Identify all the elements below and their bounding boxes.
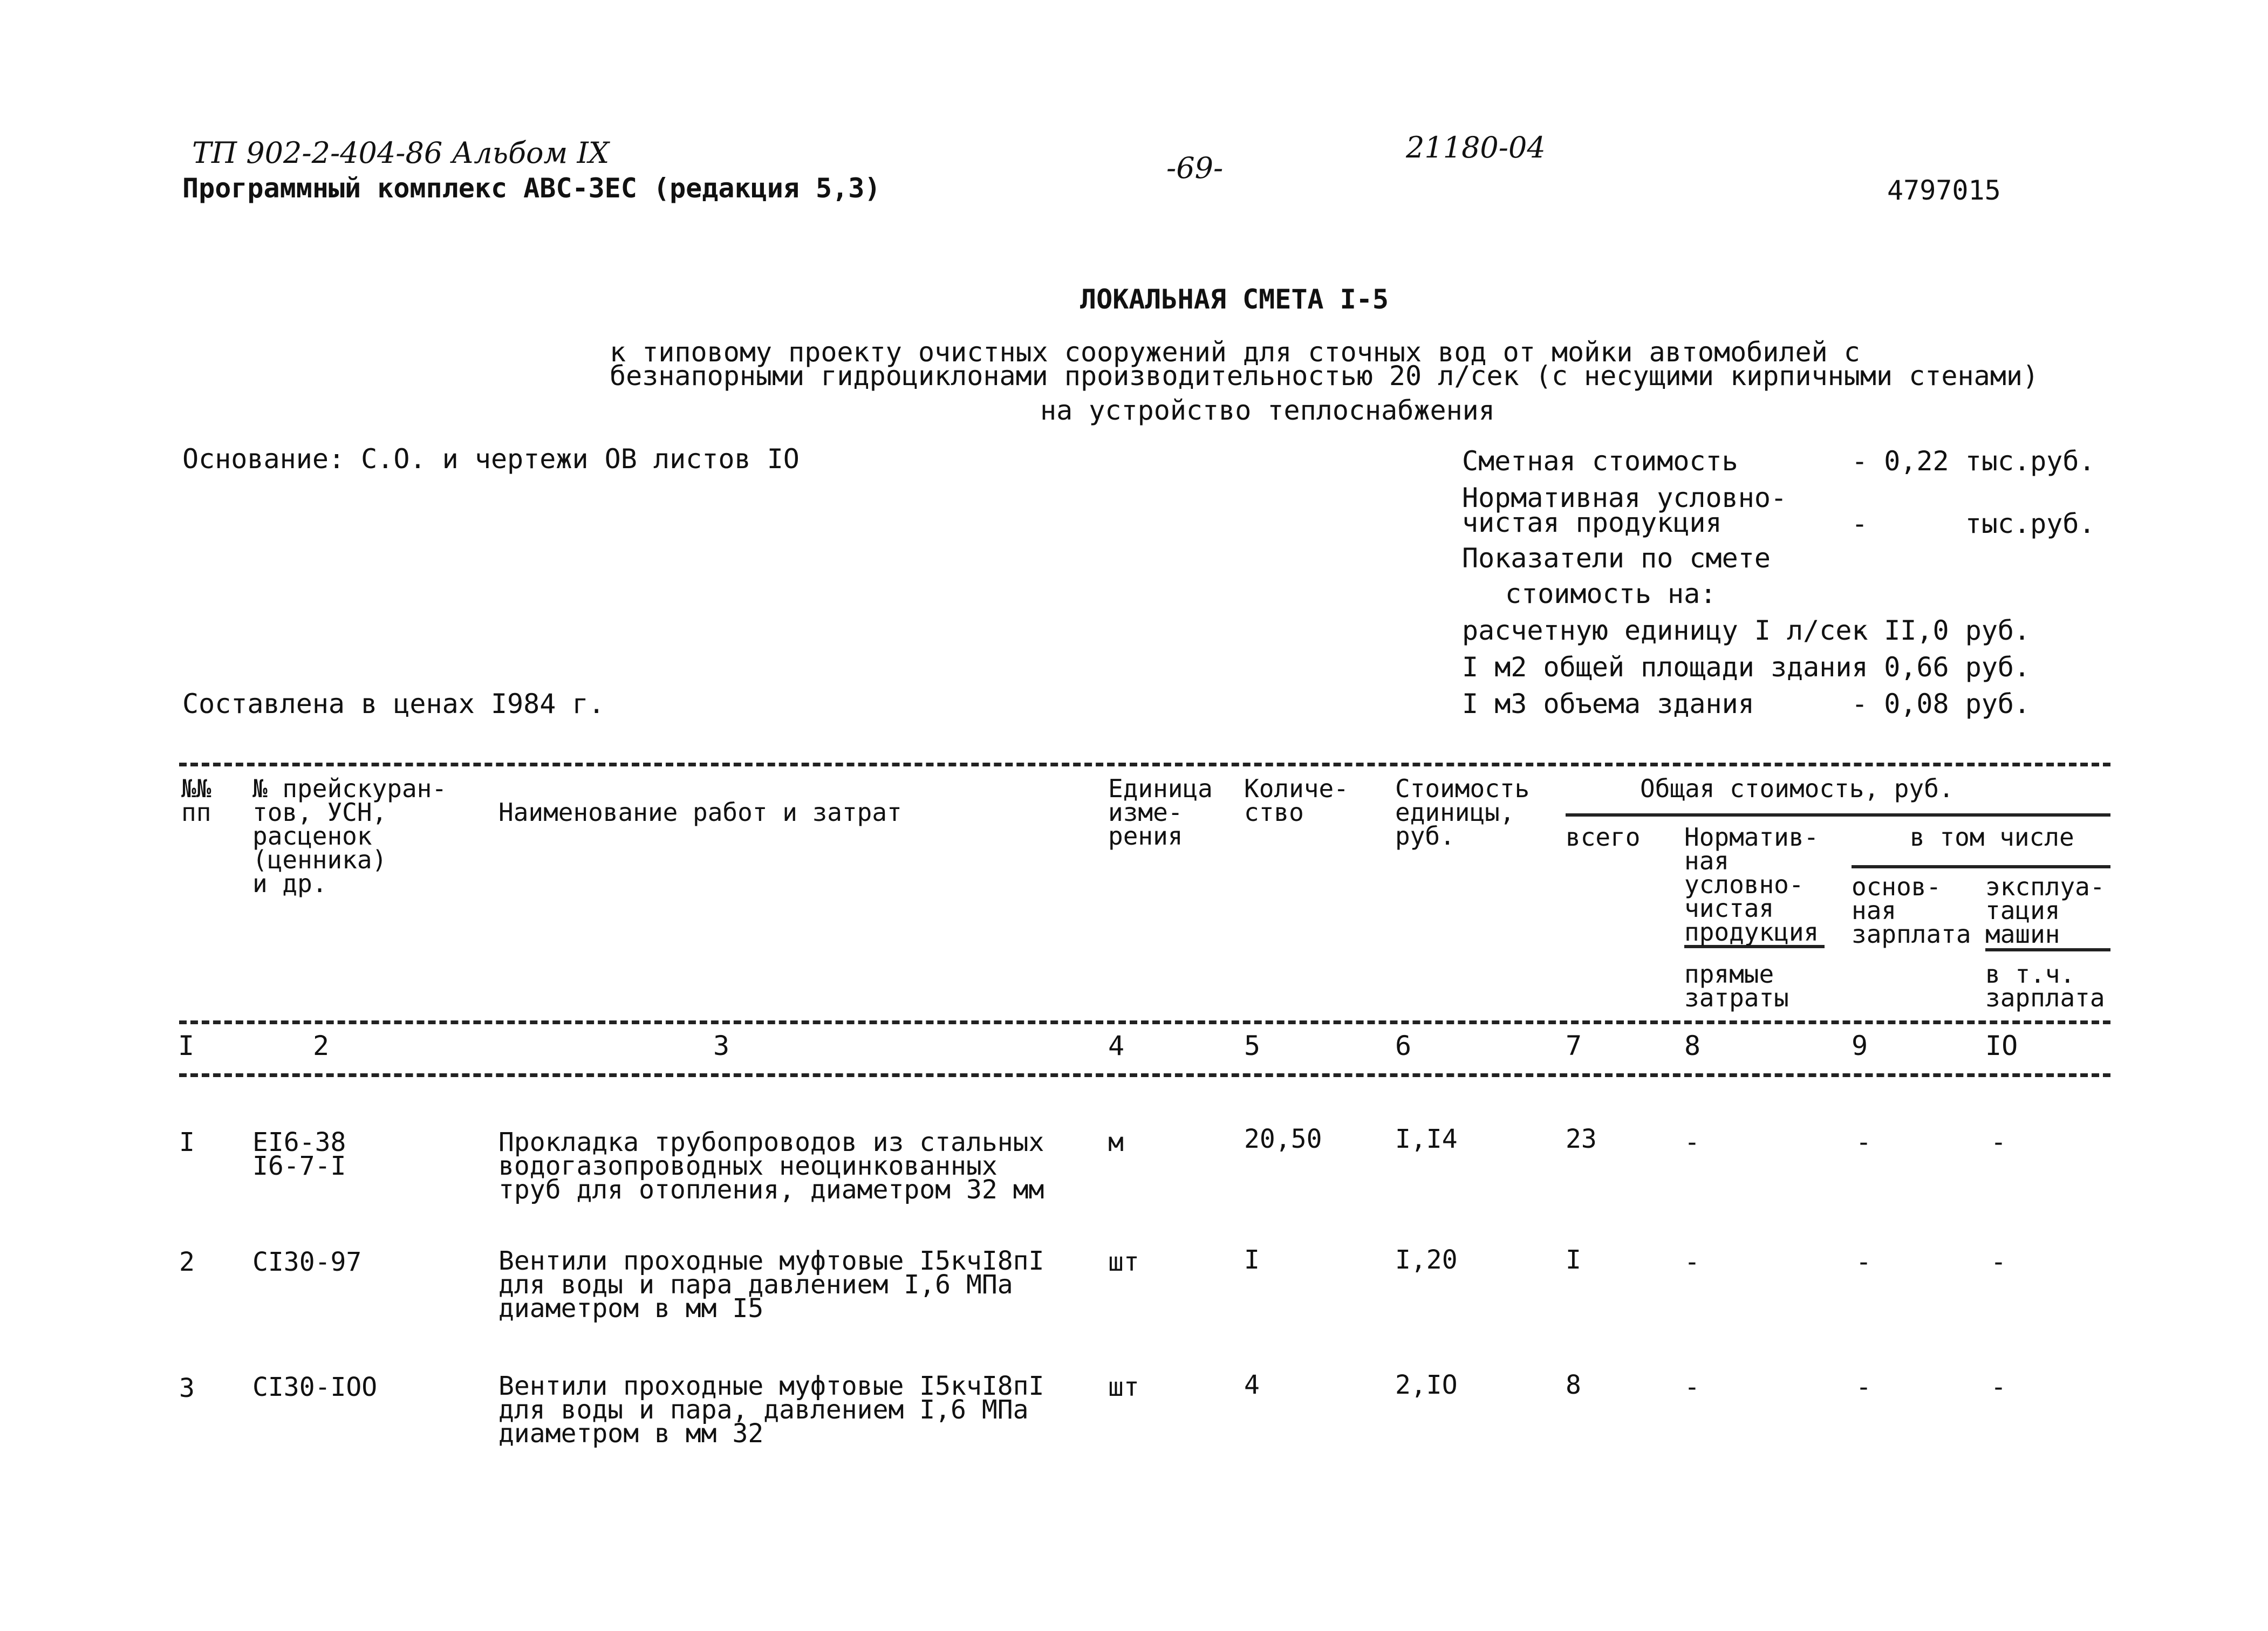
row-3-number: 3 bbox=[179, 1373, 195, 1403]
handwritten-code: 21180-04 bbox=[1406, 131, 1546, 165]
header-unit: Единица изме- рения bbox=[1108, 774, 1213, 851]
header-total-cost: Общая стоимость, руб. bbox=[1640, 774, 1954, 803]
column-number: 6 bbox=[1395, 1030, 1412, 1061]
estimate-title: ЛОКАЛЬНАЯ СМЕТА I-5 bbox=[1080, 284, 1389, 315]
row-3-machine: - bbox=[1991, 1372, 2006, 1402]
row-2-name: Вентили проходные муфтовые I5кчI8пI для воды и пара давлением I,6 МПа диаметром в мм I5 bbox=[498, 1246, 1044, 1324]
column-number: 8 bbox=[1684, 1030, 1701, 1061]
title-line-2: безнапорными гидроциклонами производительностью 20 л/сек (с несущими кирпичными стенами) bbox=[610, 360, 2039, 392]
row-1-total: 23 bbox=[1566, 1124, 1597, 1154]
header-normative-product: Норматив- ная условно- чистая продукция bbox=[1684, 823, 1819, 947]
cost-label: Сметная стоимость bbox=[1462, 446, 1738, 477]
column-number: 5 bbox=[1244, 1030, 1261, 1061]
column-number: 2 bbox=[313, 1030, 330, 1061]
column-number: 4 bbox=[1108, 1030, 1125, 1061]
row-1-unit-cost: I,I4 bbox=[1395, 1124, 1458, 1154]
column-number: 9 bbox=[1852, 1030, 1868, 1061]
including-rule bbox=[1852, 865, 2110, 868]
indicator-2-label: I м2 общей площади здания bbox=[1462, 652, 1868, 683]
row-1-wage: - bbox=[1856, 1127, 1871, 1157]
row-3-unit-cost: 2,IO bbox=[1395, 1370, 1458, 1400]
header-direct-costs: прямые затраты bbox=[1684, 960, 1789, 1012]
cost-value: - 0,22 тыс.руб. bbox=[1852, 446, 2095, 477]
row-1-number: I bbox=[179, 1127, 195, 1157]
column-number: 7 bbox=[1566, 1030, 1582, 1061]
norm-value: - тыс.руб. bbox=[1852, 508, 2095, 539]
header-quantity: Количе- ство bbox=[1244, 774, 1349, 827]
indicator-3-label: I м3 объема здания bbox=[1462, 688, 1754, 719]
row-1-normative: - bbox=[1684, 1127, 1700, 1157]
row-2-number: 2 bbox=[179, 1247, 195, 1277]
row-1-code: EI6-38 I6-7-I bbox=[252, 1127, 346, 1181]
total-cost-rule bbox=[1566, 813, 2110, 817]
row-3-normative: - bbox=[1684, 1372, 1700, 1402]
column-number: 3 bbox=[713, 1030, 730, 1061]
row-2-normative: - bbox=[1684, 1247, 1700, 1277]
row-2-unit: шт bbox=[1108, 1247, 1139, 1277]
title-line-1: к типовому проекту очистных сооружений для сточных вод от мойки автомобилей с bbox=[610, 337, 1860, 368]
row-2-code: CI30-97 bbox=[252, 1247, 362, 1277]
basis-text: Основание: С.О. и чертежи ОВ листов IO bbox=[182, 443, 800, 475]
header-base-wage: основ- ная зарплата bbox=[1852, 872, 1971, 949]
header-price-code: № прейскуран- тов, УСН, расценок (ценника) и др. bbox=[252, 774, 447, 898]
indicator-1-label: расчетную единицу I л/сек bbox=[1462, 615, 1868, 646]
header-machine-wage: в т.ч. зарплата bbox=[1985, 960, 2105, 1012]
program-line: Программный комплекс АВС-ЗЕС (редакция 5,3) bbox=[182, 173, 881, 204]
header-bottom-rule bbox=[179, 1020, 2110, 1024]
indicator-3-value: - 0,08 руб. bbox=[1852, 688, 2031, 719]
header-machine-use: эксплуа- тация машин bbox=[1985, 872, 2105, 949]
indicators-label-1: Показатели по смете bbox=[1462, 543, 1771, 574]
prices-text: Составлена в ценах I984 г. bbox=[182, 688, 605, 719]
row-3-name: Вентили проходные муфтовые I5кчI8пI для воды и пара, давлением I,6 МПа диаметром в мм 32 bbox=[498, 1371, 1044, 1449]
handwritten-page-number: -69- bbox=[1166, 151, 1224, 185]
norm-label-1: Нормативная условно- bbox=[1462, 482, 1787, 513]
indicators-label-2: стоимость на: bbox=[1505, 578, 1717, 609]
column-numbers-rule bbox=[179, 1073, 2110, 1077]
document-number: 4797015 bbox=[1887, 175, 2001, 206]
row-3-unit: шт bbox=[1108, 1372, 1139, 1402]
row-1-quantity: 20,50 bbox=[1244, 1124, 1322, 1154]
header-including: в том числе bbox=[1910, 823, 2074, 852]
table-top-rule bbox=[179, 763, 2110, 766]
row-3-total: 8 bbox=[1566, 1370, 1581, 1400]
row-1-unit: м bbox=[1108, 1127, 1124, 1157]
row-3-code: CI30-IOO bbox=[252, 1372, 378, 1402]
column-number: IO bbox=[1985, 1030, 2018, 1061]
norm-label-2: чистая продукция bbox=[1462, 507, 1722, 538]
header-work-name: Наименование работ и затрат bbox=[498, 798, 902, 827]
row-1-name: Прокладка трубопроводов из стальных водогазопроводных неоцинкованных труб для отопления, диаметром 32 мм bbox=[498, 1127, 1044, 1205]
header-unit-cost: Стоимость единицы, руб. bbox=[1395, 774, 1530, 851]
indicator-2-value: - 0,66 руб. bbox=[1852, 652, 2031, 683]
row-2-quantity: I bbox=[1244, 1245, 1260, 1275]
handwritten-doc-ref: ТП 902-2-404-86 Альбом IX bbox=[192, 136, 610, 170]
column-number: I bbox=[178, 1030, 195, 1061]
row-1-machine: - bbox=[1991, 1127, 2006, 1157]
header-row-number: №№ пп bbox=[181, 774, 211, 827]
title-line-3: на устройство теплоснабжения bbox=[1040, 395, 1495, 426]
row-2-wage: - bbox=[1856, 1247, 1871, 1277]
row-3-quantity: 4 bbox=[1244, 1370, 1260, 1400]
header-total-all: всего bbox=[1566, 823, 1641, 852]
row-2-machine: - bbox=[1991, 1247, 2006, 1277]
indicator-1-value: - II,0 руб. bbox=[1852, 615, 2031, 646]
row-2-total: I bbox=[1566, 1245, 1581, 1275]
row-3-wage: - bbox=[1856, 1372, 1871, 1402]
row-2-unit-cost: I,20 bbox=[1395, 1245, 1458, 1275]
